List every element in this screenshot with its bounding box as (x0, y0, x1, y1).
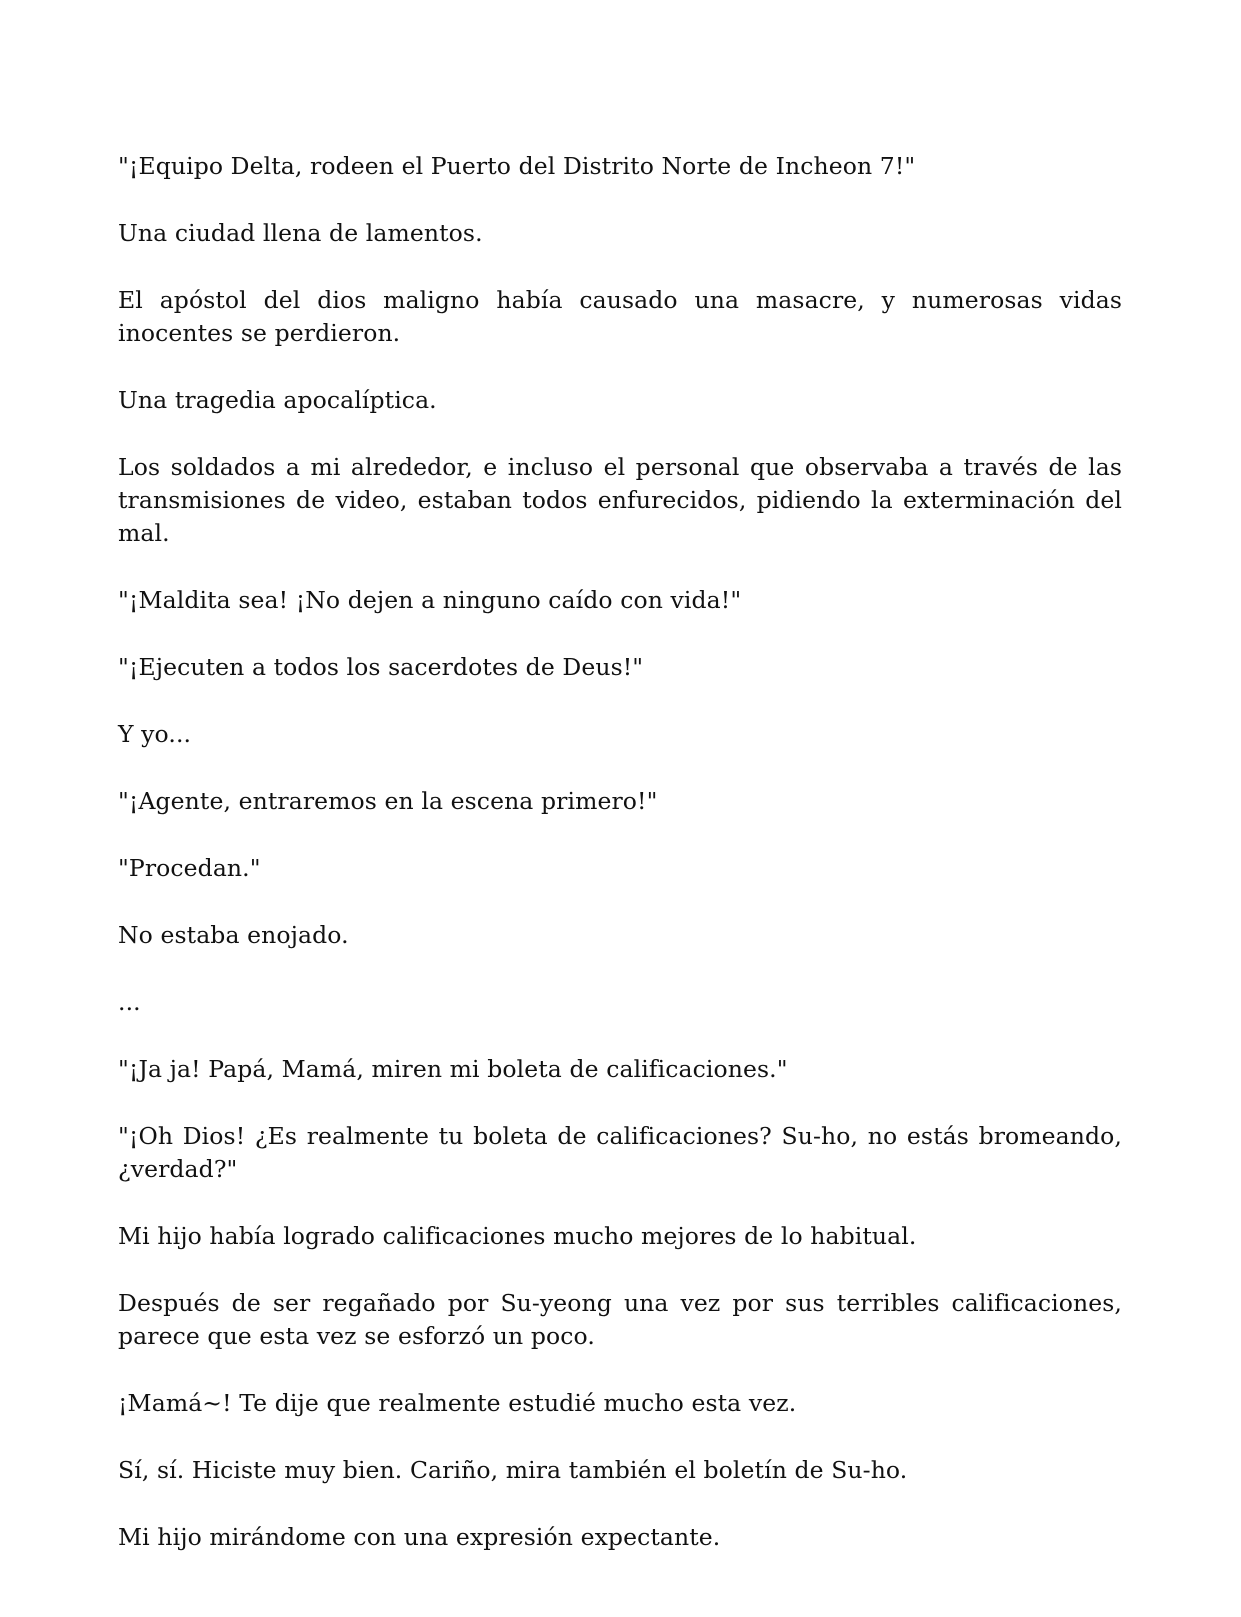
paragraph: Los soldados a mi alrededor, e incluso el personal que observaba a través de las transmisiones de video, estaban todos enfurecidos, pidiendo la exterminación del mal. (118, 453, 1122, 547)
paragraph: "¡Ejecuten a todos los sacerdotes de Deus!" (118, 653, 644, 681)
ellipsis-separator: ... (118, 988, 141, 1016)
paragraph: Mi hijo había logrado calificaciones mucho mejores de lo habitual. (118, 1222, 917, 1250)
paragraph: "¡Equipo Delta, rodeen el Puerto del Distrito Norte de Incheon 7!" (118, 152, 916, 180)
paragraph: Y yo... (118, 720, 192, 748)
paragraph: Una tragedia apocalíptica. (118, 386, 437, 414)
paragraph: Sí, sí. Hiciste muy bien. Cariño, mira también el boletín de Su-ho. (118, 1456, 908, 1484)
paragraph: "Procedan." (118, 854, 261, 882)
body-text (118, 150, 1122, 1588)
paragraph: Mi hijo mirándome con una expresión expectante. (118, 1523, 721, 1551)
paragraph: Después de ser regañado por Su-yeong una vez por sus terribles calificaciones, parece que esta vez se esforzó un poco. (118, 1289, 1122, 1350)
paragraph: "¡Maldita sea! ¡No dejen a ninguno caído con vida!" (118, 586, 742, 614)
paragraph: "¡Ja ja! Papá, Mamá, miren mi boleta de calificaciones." (118, 1055, 788, 1083)
paragraph: ¡Mamá~! Te dije que realmente estudié mucho esta vez. (118, 1389, 797, 1417)
paragraph: No estaba enojado. (118, 921, 349, 949)
paragraph: Una ciudad llena de lamentos. (118, 219, 483, 247)
paragraph: El apóstol del dios maligno había causado una masacre, y numerosas vidas inocentes se perdieron. (118, 286, 1122, 347)
paragraph: "¡Oh Dios! ¿Es realmente tu boleta de calificaciones? Su-ho, no estás bromeando, ¿verdad?" (118, 1122, 1122, 1183)
paragraph: "¡Agente, entraremos en la escena primero!" (118, 787, 658, 815)
